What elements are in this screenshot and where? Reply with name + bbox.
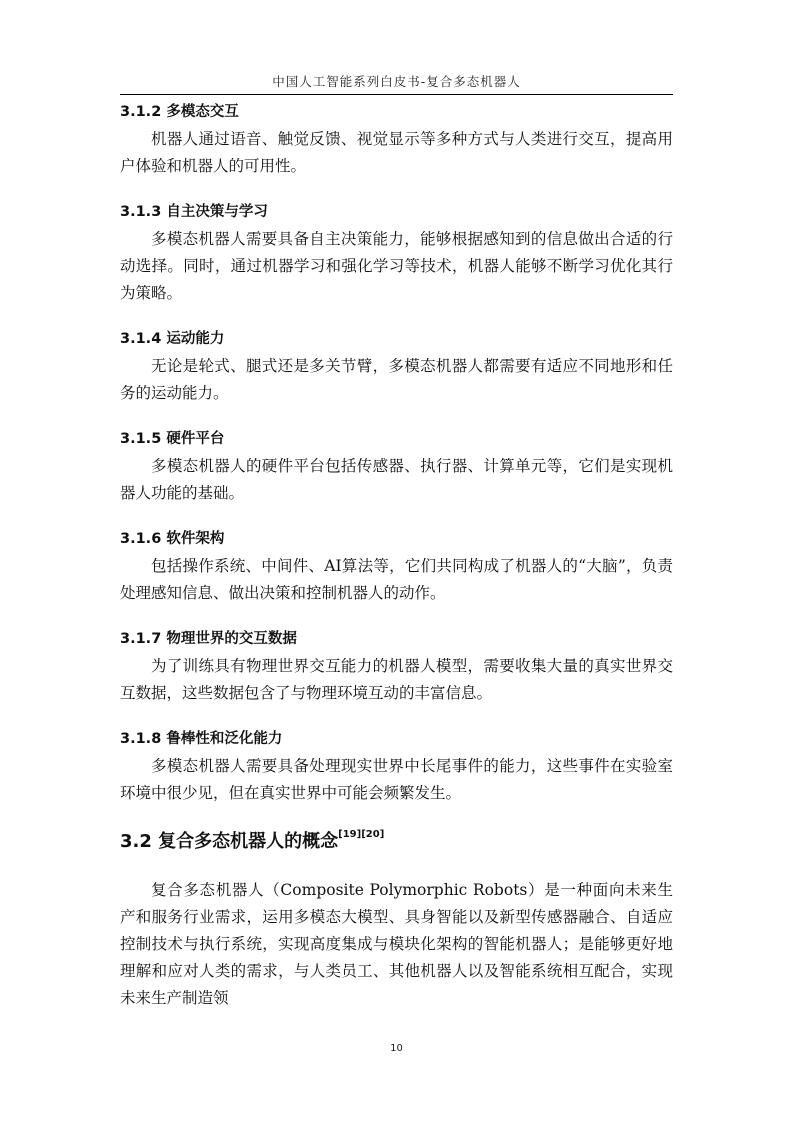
section-heading-3-1-6: 3.1.6 软件架构 bbox=[120, 531, 225, 547]
section-heading-3-1-3: 3.1.3 自主决策与学习 bbox=[120, 204, 268, 220]
section-heading-3-1-5: 3.1.5 硬件平台 bbox=[120, 431, 225, 447]
section-heading-3-1-7: 3.1.7 物理世界的交互数据 bbox=[120, 631, 297, 647]
section-heading-3-1-4: 3.1.4 运动能力 bbox=[120, 331, 225, 347]
section-paragraph-3-1-8: 多模态机器人需要具备处理现实世界中长尾事件的能力，这些事件在实验室环境中很少见，但在真实世界中可能会频繁发生。 bbox=[120, 757, 673, 802]
section-paragraph-3-1-3: 多模态机器人需要具备自主决策能力，能够根据感知到的信息做出合适的行动选择。同时，通过机器学习和强化学习等技术，机器人能够不断学习优化其行为策略。 bbox=[120, 230, 673, 302]
section-heading-3-1-8: 3.1.8 鲁棒性和泛化能力 bbox=[120, 731, 283, 747]
section-paragraph-3-1-4: 无论是轮式、腿式还是多关节臂，多模态机器人都需要有适应不同地形和任务的运动能力。 bbox=[120, 357, 673, 402]
section-paragraph-3-1-7: 为了训练具有物理世界交互能力的机器人模型，需要收集大量的真实世界交互数据，这些数据包含了与物理环境互动的丰富信息。 bbox=[120, 657, 673, 702]
document-body bbox=[120, 98, 673, 1012]
page-number: 10 bbox=[390, 1043, 403, 1054]
citation-reference: [19][20] bbox=[338, 829, 385, 840]
main-section-heading bbox=[120, 827, 673, 857]
section-paragraph-3-1-5: 多模态机器人的硬件平台包括传感器、执行器、计算单元等，它们是实现机器人功能的基础。 bbox=[120, 457, 673, 502]
page-header: 中国人工智能系列白皮书-复合多态机器人 bbox=[120, 72, 673, 95]
section-paragraph-3-1-6: 包括操作系统、中间件、AI算法等，它们共同构成了机器人的“大脑”，负责处理感知信息、做出决策和控制机器人的动作。 bbox=[120, 557, 673, 602]
main-section-title: 3.2 复合多态机器人的概念 bbox=[120, 831, 339, 852]
section-paragraph-3-1-2: 机器人通过语音、触觉反馈、视觉显示等多种方式与人类进行交互，提高用户体验和机器人的可用性。 bbox=[120, 130, 673, 175]
main-section-paragraph: 复合多态机器人（Composite Polymorphic Robots）是一种面向未来生产和服务行业需求，运用多模态大模型、具身智能以及新型传感器融合、自适应控制技术与执行系统，实现高度集成与模块化架构的智能机器人；是能够更好地理解和应对人类的需求，与人类员工、其他机器人以及智能系统相互配合，实现未来生产制造领 bbox=[120, 881, 673, 1007]
section-heading-3-1-2: 3.1.2 多模态交互 bbox=[120, 104, 239, 120]
